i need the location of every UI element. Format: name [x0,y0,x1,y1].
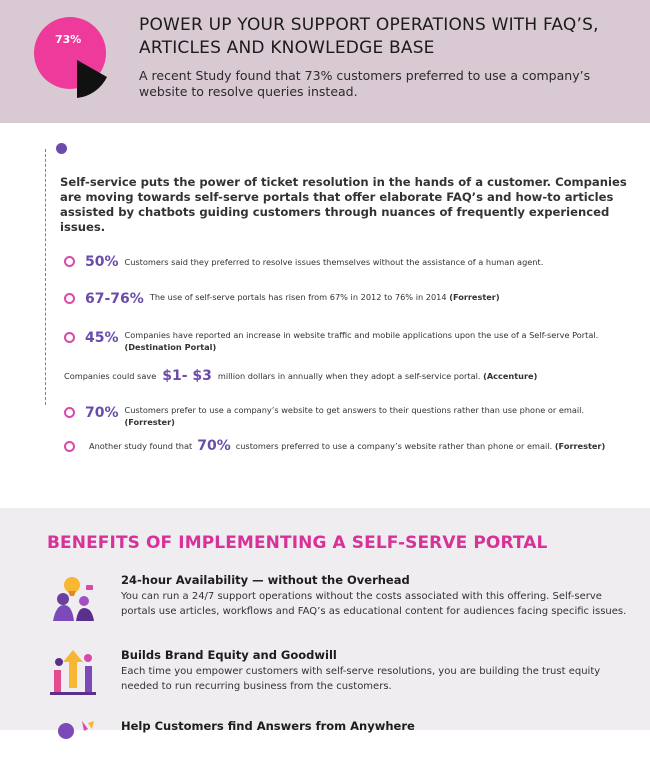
stat-item [64,437,605,455]
stat-source: (Forrester) [449,292,500,302]
bullet-ring-icon [64,332,75,343]
stat-text: The use of self-serve portals has risen from 67% in 2012 to 76% in 2014 (Forrester) [149,292,500,302]
stat-value: 50% [85,254,119,270]
stat-inline [64,367,537,385]
stat-text: Customers said they preferred to resolve issues themselves without the assistance of a human agent. [124,257,544,267]
stat-value: 67-76% [85,291,144,307]
stat-inline-before: Companies could save [64,371,157,381]
benefit-heading: Builds Brand Equity and Goodwill [121,648,337,662]
support-people-icon [48,573,98,625]
stat-item [64,404,615,428]
stat-value: 70% [85,405,119,421]
growth-arrow-icon [48,648,98,700]
intro-paragraph: Self-service puts the power of ticket resolution in the hands of a customer. Companies are moving towards self-serve portals that offer elaborate FAQ’s and how-to articles assisted by chatbots guiding customers through nuances of frequently experienced issues. [60,175,627,234]
stat-source: (Forrester) [554,441,606,451]
page-title: POWER UP YOUR SUPPORT OPERATIONS WITH FAQ’S, ARTICLES AND KNOWLEDGE BASE [139,15,599,58]
benefits-title: BENEFITS OF IMPLEMENTING A SELF-SERVE PORTAL [47,533,548,553]
stat-value: 70% [197,438,231,454]
page-subtitle: A recent Study found that 73% customers preferred to use a company’s website to resolve queries instead. [139,68,591,99]
stat-source: (Accenture) [483,371,538,381]
benefit-text: You can run a 24/7 support operations without the costs associated with this offering. Self-serve portals use articles, workflows and FAQ’s as educational content for audiences facing specific issues. [121,591,627,617]
pie-chart-icon [34,17,114,102]
timeline-dot [56,143,67,154]
stat-inline-after: million dollars in annually when they adopt a self-service portal. [217,371,481,381]
stat-source: (Forrester) [124,417,175,427]
timeline-line [45,149,46,405]
pie-percent-label: 73% [55,33,82,46]
benefit-heading: 24-hour Availability — without the Overhead [121,573,410,587]
stat-text: Customers prefer to use a company’s website to get answers to their questions rather than use phone or email. (Forrester) [124,405,585,427]
stat-text: Companies have reported an increase in website traffic and mobile applications upon the use of a Self-serve Portal. (Destination Portal) [124,330,599,352]
bullet-ring-icon [64,407,75,418]
stat-value: 45% [85,330,119,346]
stat-source: (Destination Portal) [124,342,217,352]
answers-icon [48,719,98,771]
stat-item [64,253,543,271]
benefit-heading: Help Customers find Answers from Anywhere [121,719,415,733]
benefit-text: Each time you empower customers with self-serve resolutions, you are building the trust equity needed to run recurring business from the customers. [121,666,601,692]
bullet-ring-icon [64,293,75,304]
bullet-ring-icon [64,441,75,452]
stat-item [64,329,630,353]
stat-last-after: customers preferred to use a company’s website rather than phone or email. [235,441,553,451]
stat-value: $1- $3 [162,368,212,384]
stat-last-before: Another study found that [89,441,193,451]
stat-item [64,290,500,308]
bullet-ring-icon [64,256,75,267]
